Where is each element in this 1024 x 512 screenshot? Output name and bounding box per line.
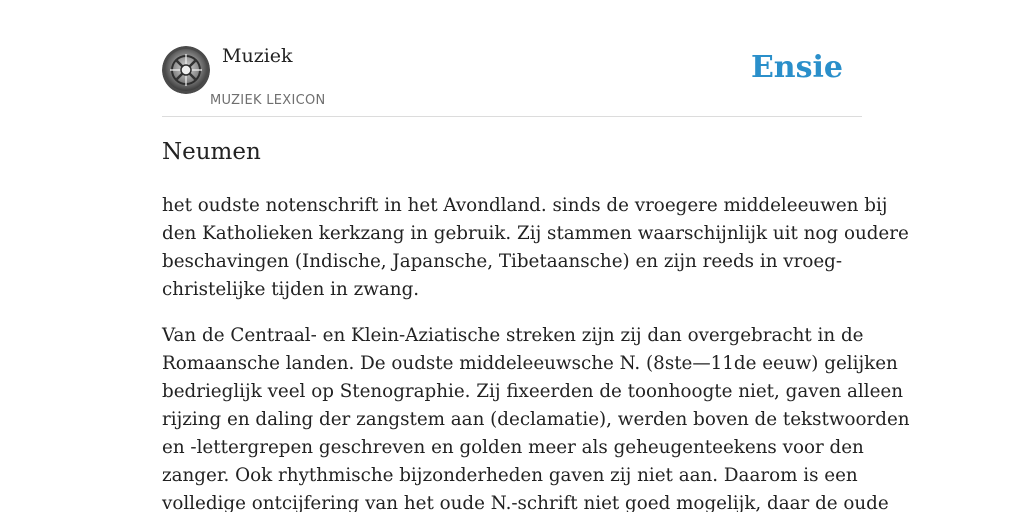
- article-title: Neumen: [162, 139, 261, 165]
- text-line: volledige ontcijfering van het oude N.-schrift niet goed mogelijk, daar de oude: [162, 493, 889, 512]
- header: [162, 0, 862, 117]
- text-line: beschavingen (Indische, Japansche, Tibetaansche) en zijn reeds in vroeg-: [162, 251, 843, 272]
- text-line: den Katholieken kerkzang in gebruik. Zij stammen waarschijnlijk uit nog oudere: [162, 223, 909, 244]
- text-line: het oudste notenschrift in het Avondland. sinds de vroegere middeleeuwen bij: [162, 195, 888, 216]
- text-line: zanger. Ook rhythmische bijzonderheden gaven zij niet aan. Daarom is een: [162, 465, 858, 486]
- source-avatar-icon[interactable]: [162, 46, 210, 94]
- text-line: bedrieglijk veel op Stenographie. Zij fixeerden de toonhoogte niet, gaven alleen: [162, 381, 903, 402]
- paragraph: [162, 192, 909, 304]
- brand-logo[interactable]: Ensie: [750, 50, 843, 85]
- text-line: christelijke tijden in zwang.: [162, 279, 420, 300]
- text-line: Van de Centraal- en Klein-Aziatische streken zijn zij dan overgebracht in de: [162, 325, 864, 346]
- text-line: rijzing en daling der zangstem aan (declamatie), werden boven de tekstwoorden: [162, 409, 910, 430]
- text-line: Romaansche landen. De oudste middeleeuwsche N. (8ste—11de eeuw) gelijken: [162, 353, 898, 374]
- paragraph: [162, 322, 910, 512]
- source-subtitle[interactable]: MUZIEK LEXICON: [210, 93, 326, 108]
- article-content: [162, 192, 910, 512]
- text-line: en -lettergrepen geschreven en golden meer als geheugenteekens voor den: [162, 437, 864, 458]
- source-title[interactable]: Muziek: [222, 45, 293, 67]
